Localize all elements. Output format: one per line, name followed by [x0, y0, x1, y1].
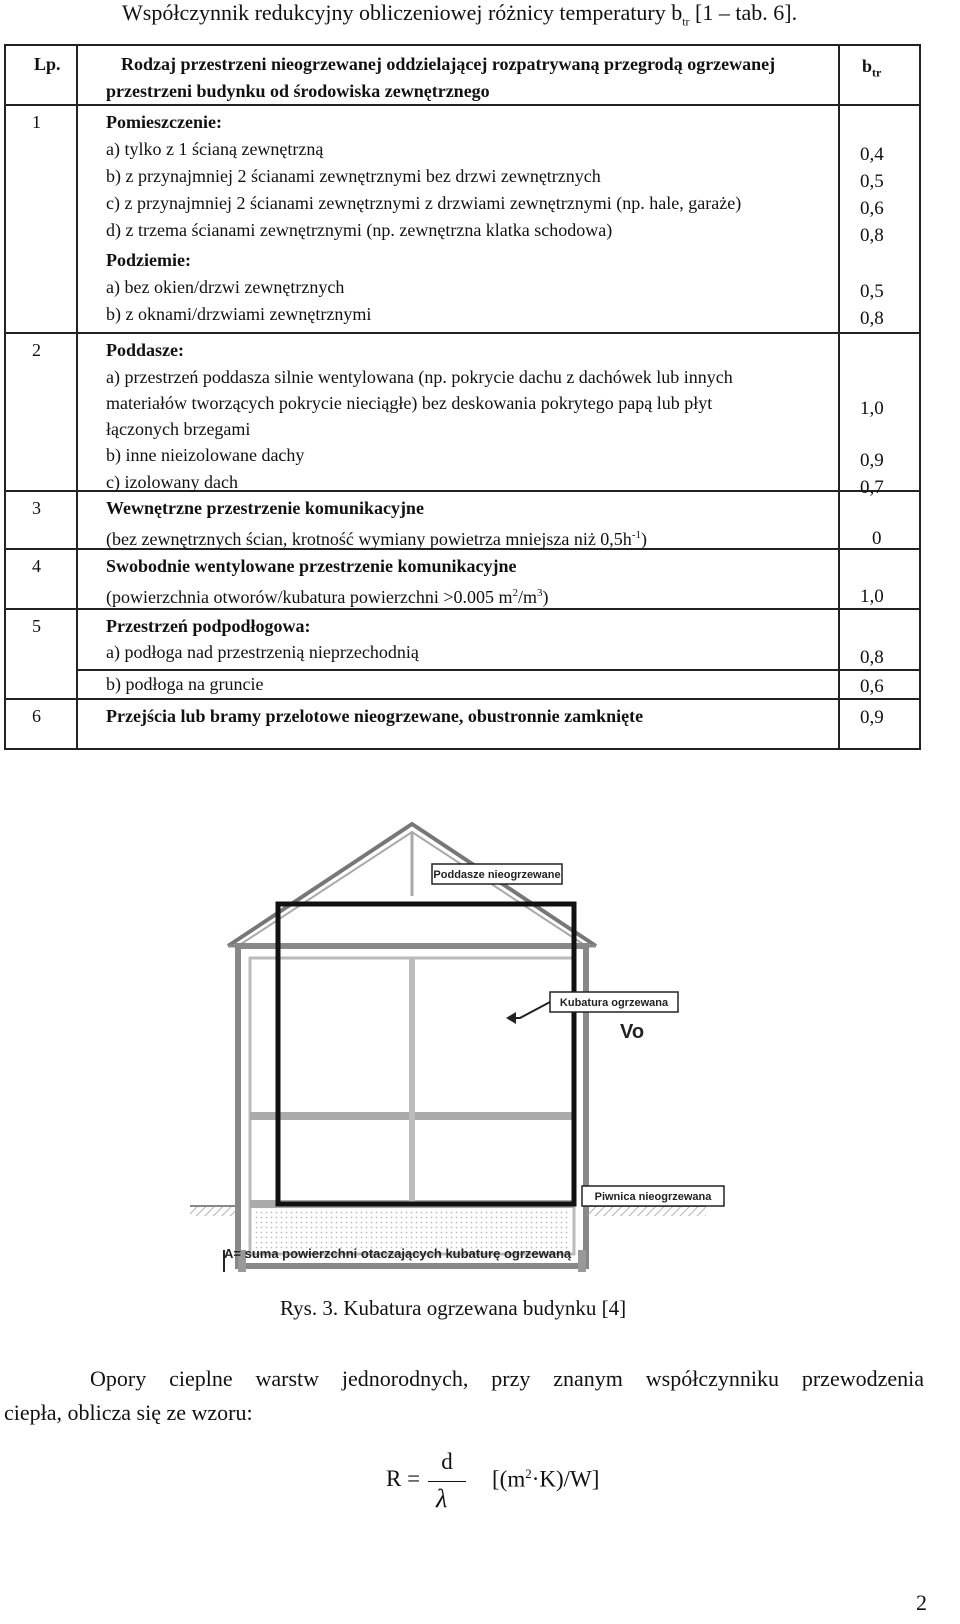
row-2-a2: materiałów tworzących pokrycie nieciągłe) bez deskowania pokrytego papą lub płyt [106, 393, 713, 413]
svg-text:Kubatura ogrzewana: Kubatura ogrzewana [559, 997, 669, 1009]
row-2-value-c: 0,7 [860, 477, 884, 498]
row-3-value: 0 [872, 528, 882, 549]
row-1-title: Pomieszczenie: [106, 112, 222, 132]
row-1-lp: 1 [32, 112, 41, 132]
area-definition-label: A= suma powierzchni otaczających kubaturę ogrzewaną [224, 1246, 572, 1261]
attic-label [432, 864, 562, 884]
row-1-a: a) tylko z 1 ścianą zewnętrzną [106, 139, 324, 159]
roof [228, 824, 596, 946]
row-4-title: Swobodnie wentylowane przestrzenie komunikacyjne [106, 556, 517, 576]
header-lp: Lp. [34, 54, 61, 74]
header-btr: $b_{tr}$ [862, 56, 882, 80]
figure-caption: Rys. 3. Kubatura ogrzewana budynku [4] [280, 1296, 627, 1320]
row-6-title: Przejścia lub bramy przelotowe nieogrzewane, obustronnie zamknięte [106, 706, 644, 726]
row-2-a1: a) przestrzeń poddasza silnie wentylowana (np. pokrycie dachu z dachówek lub innych [106, 367, 733, 387]
formula-denominator: λ [436, 1484, 448, 1513]
row-3-title: Wewnętrzne przestrzenie komunikacyjne [106, 498, 424, 518]
row-divider [76, 669, 919, 671]
column-divider [76, 46, 78, 748]
heated-volume-symbol: Vo [620, 1021, 645, 1043]
row-1-value-sub-a: 0,5 [860, 281, 884, 302]
row-divider [6, 608, 919, 610]
paragraph-line-2: ciepła, oblicza się ze wzoru: [4, 1400, 253, 1425]
ground-left [190, 1206, 238, 1216]
row-5-value-a: 0,8 [860, 647, 884, 668]
row-2-lp: 2 [32, 340, 41, 360]
formula-lhs: R = [386, 1466, 421, 1491]
row-1-sub-a: a) bez okien/drzwi zewnętrznych [106, 277, 345, 297]
header-desc-line1: Rodzaj przestrzeni nieogrzewanej oddzielającej rozpatrywaną przegrodą ogrzewanej [121, 54, 776, 74]
table-caption: Współczynnik redukcyjny obliczeniowej różnicy temperatury $b_{tr}$ [1 – tab. 6]. [122, 0, 798, 29]
row-1-b: b) z przynajmniej 2 ścianami zewnętrznymi bez drzwi zewnętrznych [106, 166, 601, 186]
column-divider [838, 46, 840, 748]
svg-text:Piwnica nieogrzewana: Piwnica nieogrzewana [594, 1191, 712, 1203]
row-5-b: b) podłoga na gruncie [106, 674, 264, 694]
row-2-title: Poddasze: [106, 340, 184, 360]
header-desc-line2: przestrzeni budynku od środowiska zewnętrznego [106, 81, 490, 101]
row-5-lp: 5 [32, 616, 41, 636]
basement-area [254, 1208, 570, 1250]
building-section-diagram [190, 806, 750, 1276]
row-2-value-b: 0,9 [860, 450, 884, 471]
row-4-lp: 4 [32, 556, 41, 576]
row-2-c: c) izolowany dach [106, 472, 238, 492]
paragraph-line-1: Opory cieplne warstw jednorodnych, przy znanym współczynniku przewodzenia [90, 1366, 924, 1391]
svg-text:Poddasze nieogrzewane: Poddasze nieogrzewane [433, 869, 561, 881]
row-2-value-a: 1,0 [860, 398, 884, 419]
row-1-value-a: 0,4 [860, 144, 884, 165]
row-1-value-c: 0,6 [860, 198, 884, 219]
row-divider [6, 698, 919, 700]
row-1-value-b: 0,5 [860, 171, 884, 192]
row-1-subtitle: Podziemie: [106, 250, 191, 270]
row-5-value-b: 0,6 [860, 676, 884, 697]
row-5-title: Przestrzeń podpodłogowa: [106, 616, 311, 636]
page-number: 2 [916, 1590, 927, 1615]
row-1-value-d: 0,8 [860, 225, 884, 246]
row-2-a3: łączonych brzegami [106, 419, 251, 439]
row-3-lp: 3 [32, 498, 41, 518]
fraction-bar [428, 1481, 466, 1482]
ground-right [586, 1206, 706, 1216]
basement-label [582, 1186, 724, 1206]
row-1-sub-b: b) z oknami/drzwiami zewnętrznymi [106, 304, 372, 324]
row-1-c: c) z przynajmniej 2 ścianami zewnętrznymi z drzwiami zewnętrznymi (np. hale, garaże) [106, 193, 742, 213]
row-4-line: (powierzchnia otworów/kubatura powierzchni >0.005 $m^2/m^3$) [106, 587, 549, 607]
formula-numerator: d [441, 1449, 453, 1474]
row-3-line: (bez zewnętrznych ścian, krotność wymiany powietrza mniejsza niż $0,5h^{-1}$) [106, 529, 647, 549]
formula-unit: $[(m^2\cdot K)/W]$ [492, 1466, 600, 1492]
row-6-lp: 6 [32, 706, 41, 726]
row-5-a: a) podłoga nad przestrzenią nieprzechodnią [106, 642, 419, 662]
row-4-value: 1,0 [860, 586, 884, 607]
reduction-factor-table [4, 44, 921, 750]
row-1-d: d) z trzema ścianami zewnętrznymi (np. zewnętrzna klatka schodowa) [106, 220, 613, 240]
row-6-value: 0,9 [860, 707, 884, 728]
heated-volume-label [506, 992, 678, 1024]
row-2-b: b) inne nieizolowane dachy [106, 445, 305, 465]
row-divider [6, 104, 919, 106]
row-divider [6, 332, 919, 334]
row-1-value-sub-b: 0,8 [860, 308, 884, 329]
